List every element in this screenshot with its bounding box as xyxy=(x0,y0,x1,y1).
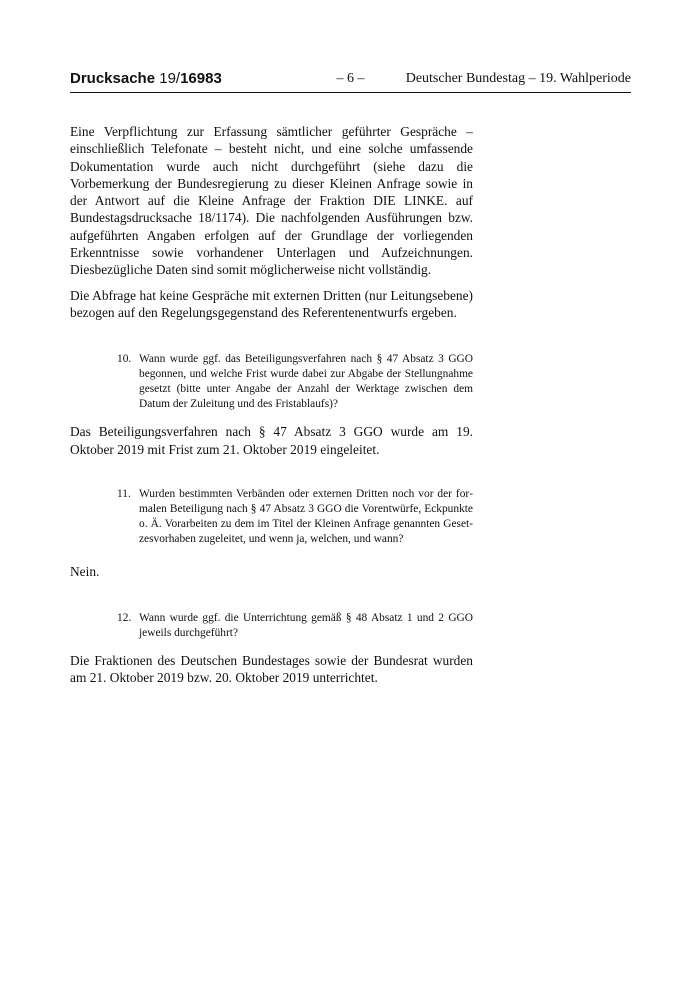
question-12 xyxy=(70,611,473,641)
question-text: Wurden bestimmten Verbänden oder externen Dritten noch vor der formalen Beteiligung nach § 47 Absatz 3 GGO die Vorentwürfe, Eckpunkte o. Ä. Vorarbeiten zu dem im Titel der Kleinen Anfrage genannten Gesetzesvorhaben zugeleitet, und wenn ja, welchen, und wann? xyxy=(139,487,473,545)
bundestag-period: Deutscher Bundestag – 19. Wahlperiode xyxy=(405,71,631,86)
header-rule xyxy=(70,92,631,93)
page-header xyxy=(70,70,631,90)
question-11 xyxy=(70,487,473,547)
page-number: – 6 – xyxy=(336,71,365,86)
question-number: 11. xyxy=(117,487,131,500)
document-body xyxy=(70,123,473,687)
abfrage-paragraph: Die Abfrage hat keine Gespräche mit externen Dritten (nur Leitungsebene) bezogen auf den Regelungsgegenstand des Referentenentwurfs ergeben. xyxy=(70,287,473,320)
question-number: 10. xyxy=(117,353,132,366)
drucksache-word: Drucksache xyxy=(70,70,156,87)
question-10 xyxy=(70,352,473,412)
answer-11: Nein. xyxy=(70,563,100,579)
question-text: Wann wurde ggf. das Beteiligungsverfahren nach § 47 Absatz 3 GGO begonnen, und welche Frist wurde dabei zur Abgabe der Stellungnahme gesetzt (bitte unter Angabe der Anzahl der Werktage zwischen dem Datum der Zuleitung und des Fristablaufs)? xyxy=(139,353,473,411)
drucksache-number-prefix: 19/ xyxy=(159,70,181,87)
question-number: 12. xyxy=(117,612,132,625)
answer-12: Die Fraktionen des Deutschen Bundestages sowie der Bundesrat wurden am 21. Oktober 2019 bzw. 20. Oktober 2019 unterrichtet. xyxy=(70,653,473,686)
intro-paragraph: Eine Verpflichtung zur Erfassung sämtlicher geführter Gespräche – einschließlich Telefonate – besteht nicht, und eine solche umfassende Dokumentation wurde auch nicht durchgeführt (siehe dazu die Vorbemerkung der Bundesregierung zu dieser Kleinen Anfrage sowie in der Antwort auf die Kleine Anfrage der Fraktion DIE LINKE. auf Bundestagsdrucksache 18/1174). Die nachfolgenden Ausführungen bzw. aufgeführten Angaben erfolgen auf der Grundlage der vorliegenden Erkenntnisse sowie vorhandener Unterlagen und Aufzeichnungen. Diesbezügliche Daten sind somit möglicherweise nicht vollständig. xyxy=(70,124,473,278)
answer-10: Das Beteiligungsverfahren nach § 47 Absatz 3 GGO wurde am 19. Oktober 2019 mit Frist zum 21. Oktober 2019 eingeleitet. xyxy=(70,424,473,457)
question-text: Wann wurde ggf. die Unterrichtung gemäß § 48 Absatz 1 und 2 GGO jeweils durchgeführt? xyxy=(139,612,473,640)
drucksache-number: 16983 xyxy=(180,70,222,87)
